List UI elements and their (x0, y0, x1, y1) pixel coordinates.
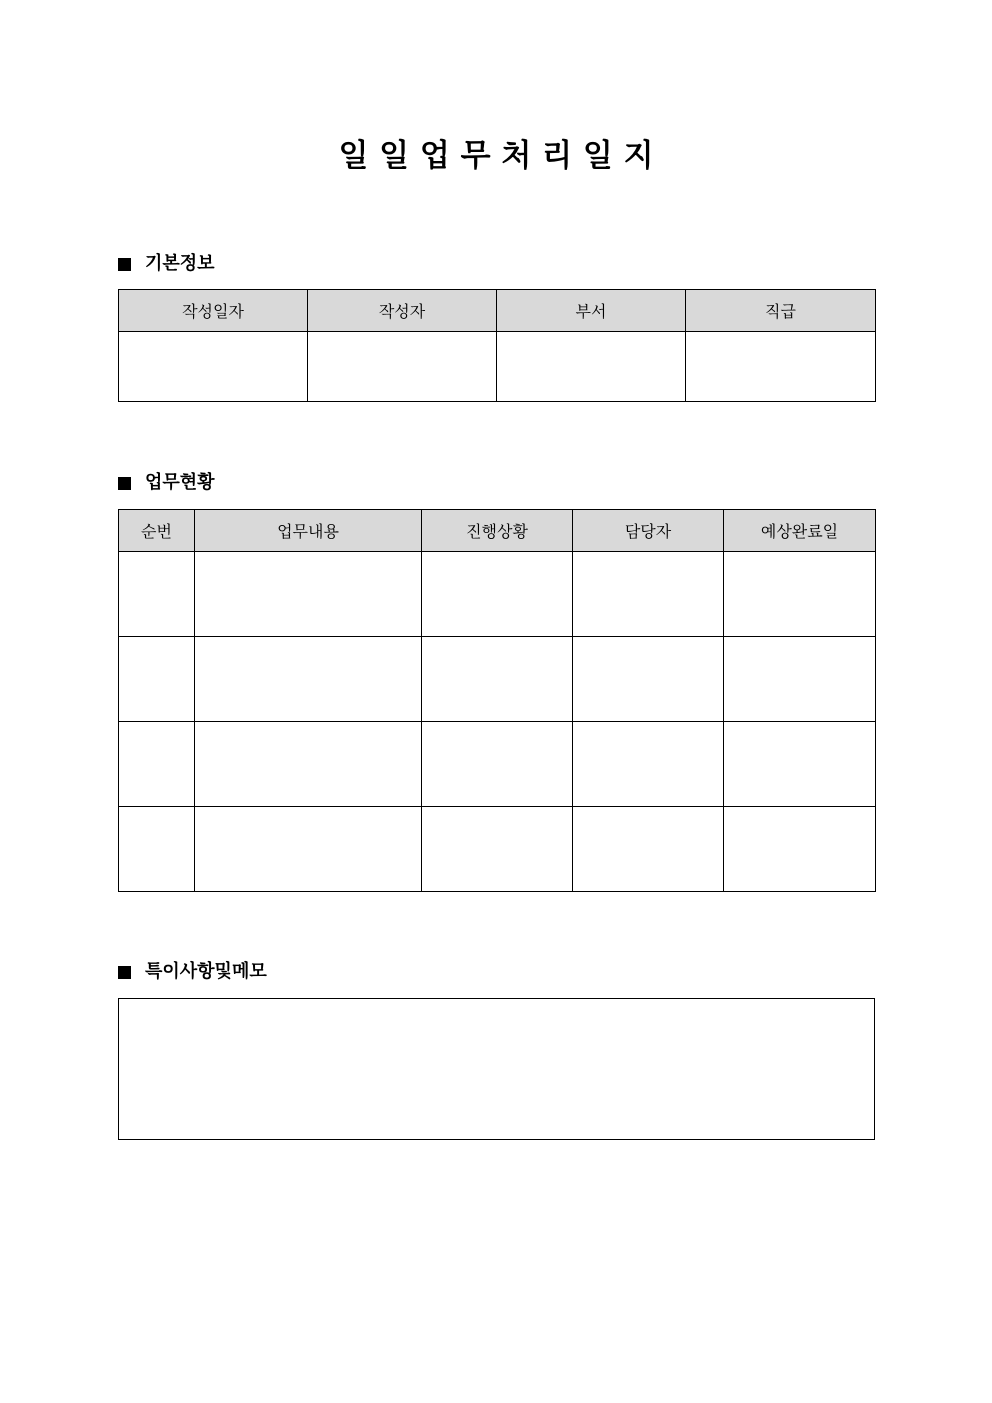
assignee-cell[interactable] (573, 807, 724, 892)
task-content-cell[interactable] (195, 637, 422, 722)
number-cell[interactable] (119, 552, 195, 637)
column-header-author: 작성자 (308, 290, 497, 332)
column-header-task-content: 업무내용 (195, 510, 422, 552)
column-header-progress: 진행상황 (422, 510, 573, 552)
column-header-due-date: 예상완료일 (724, 510, 876, 552)
basic-info-header-row (119, 290, 876, 332)
progress-cell[interactable] (422, 807, 573, 892)
task-status-heading-label: 업무현황 (145, 472, 215, 493)
square-bullet-icon (118, 966, 131, 979)
basic-info-table (118, 289, 876, 402)
number-cell[interactable] (119, 722, 195, 807)
date-field[interactable] (119, 332, 308, 402)
progress-cell[interactable] (422, 637, 573, 722)
basic-info-heading (118, 251, 215, 277)
assignee-cell[interactable] (573, 552, 724, 637)
column-header-position: 직급 (686, 290, 876, 332)
position-field[interactable] (686, 332, 876, 402)
number-cell[interactable] (119, 807, 195, 892)
task-header-row (119, 510, 876, 552)
table-row (119, 722, 876, 807)
assignee-cell[interactable] (573, 722, 724, 807)
square-bullet-icon (118, 477, 131, 490)
column-header-assignee: 담당자 (573, 510, 724, 552)
notes-memo-field[interactable] (118, 998, 875, 1140)
table-row (119, 637, 876, 722)
progress-cell[interactable] (422, 552, 573, 637)
table-row (119, 807, 876, 892)
due-date-cell[interactable] (724, 722, 876, 807)
due-date-cell[interactable] (724, 552, 876, 637)
notes-heading-label: 특이사항및메모 (145, 961, 267, 982)
task-content-cell[interactable] (195, 552, 422, 637)
table-row (119, 552, 876, 637)
square-bullet-icon (118, 258, 131, 271)
basic-info-input-row (119, 332, 876, 402)
page-title: 일 일 업 무 처 리 일 지 (338, 138, 654, 174)
column-header-date: 작성일자 (119, 290, 308, 332)
column-header-number: 순번 (119, 510, 195, 552)
task-content-cell[interactable] (195, 722, 422, 807)
task-content-cell[interactable] (195, 807, 422, 892)
column-header-department: 부서 (497, 290, 686, 332)
basic-info-heading-label: 기본정보 (145, 253, 215, 274)
department-field[interactable] (497, 332, 686, 402)
author-field[interactable] (308, 332, 497, 402)
due-date-cell[interactable] (724, 637, 876, 722)
number-cell[interactable] (119, 637, 195, 722)
due-date-cell[interactable] (724, 807, 876, 892)
progress-cell[interactable] (422, 722, 573, 807)
assignee-cell[interactable] (573, 637, 724, 722)
task-status-heading (118, 470, 215, 496)
task-status-table (118, 509, 876, 892)
notes-heading (118, 959, 267, 985)
